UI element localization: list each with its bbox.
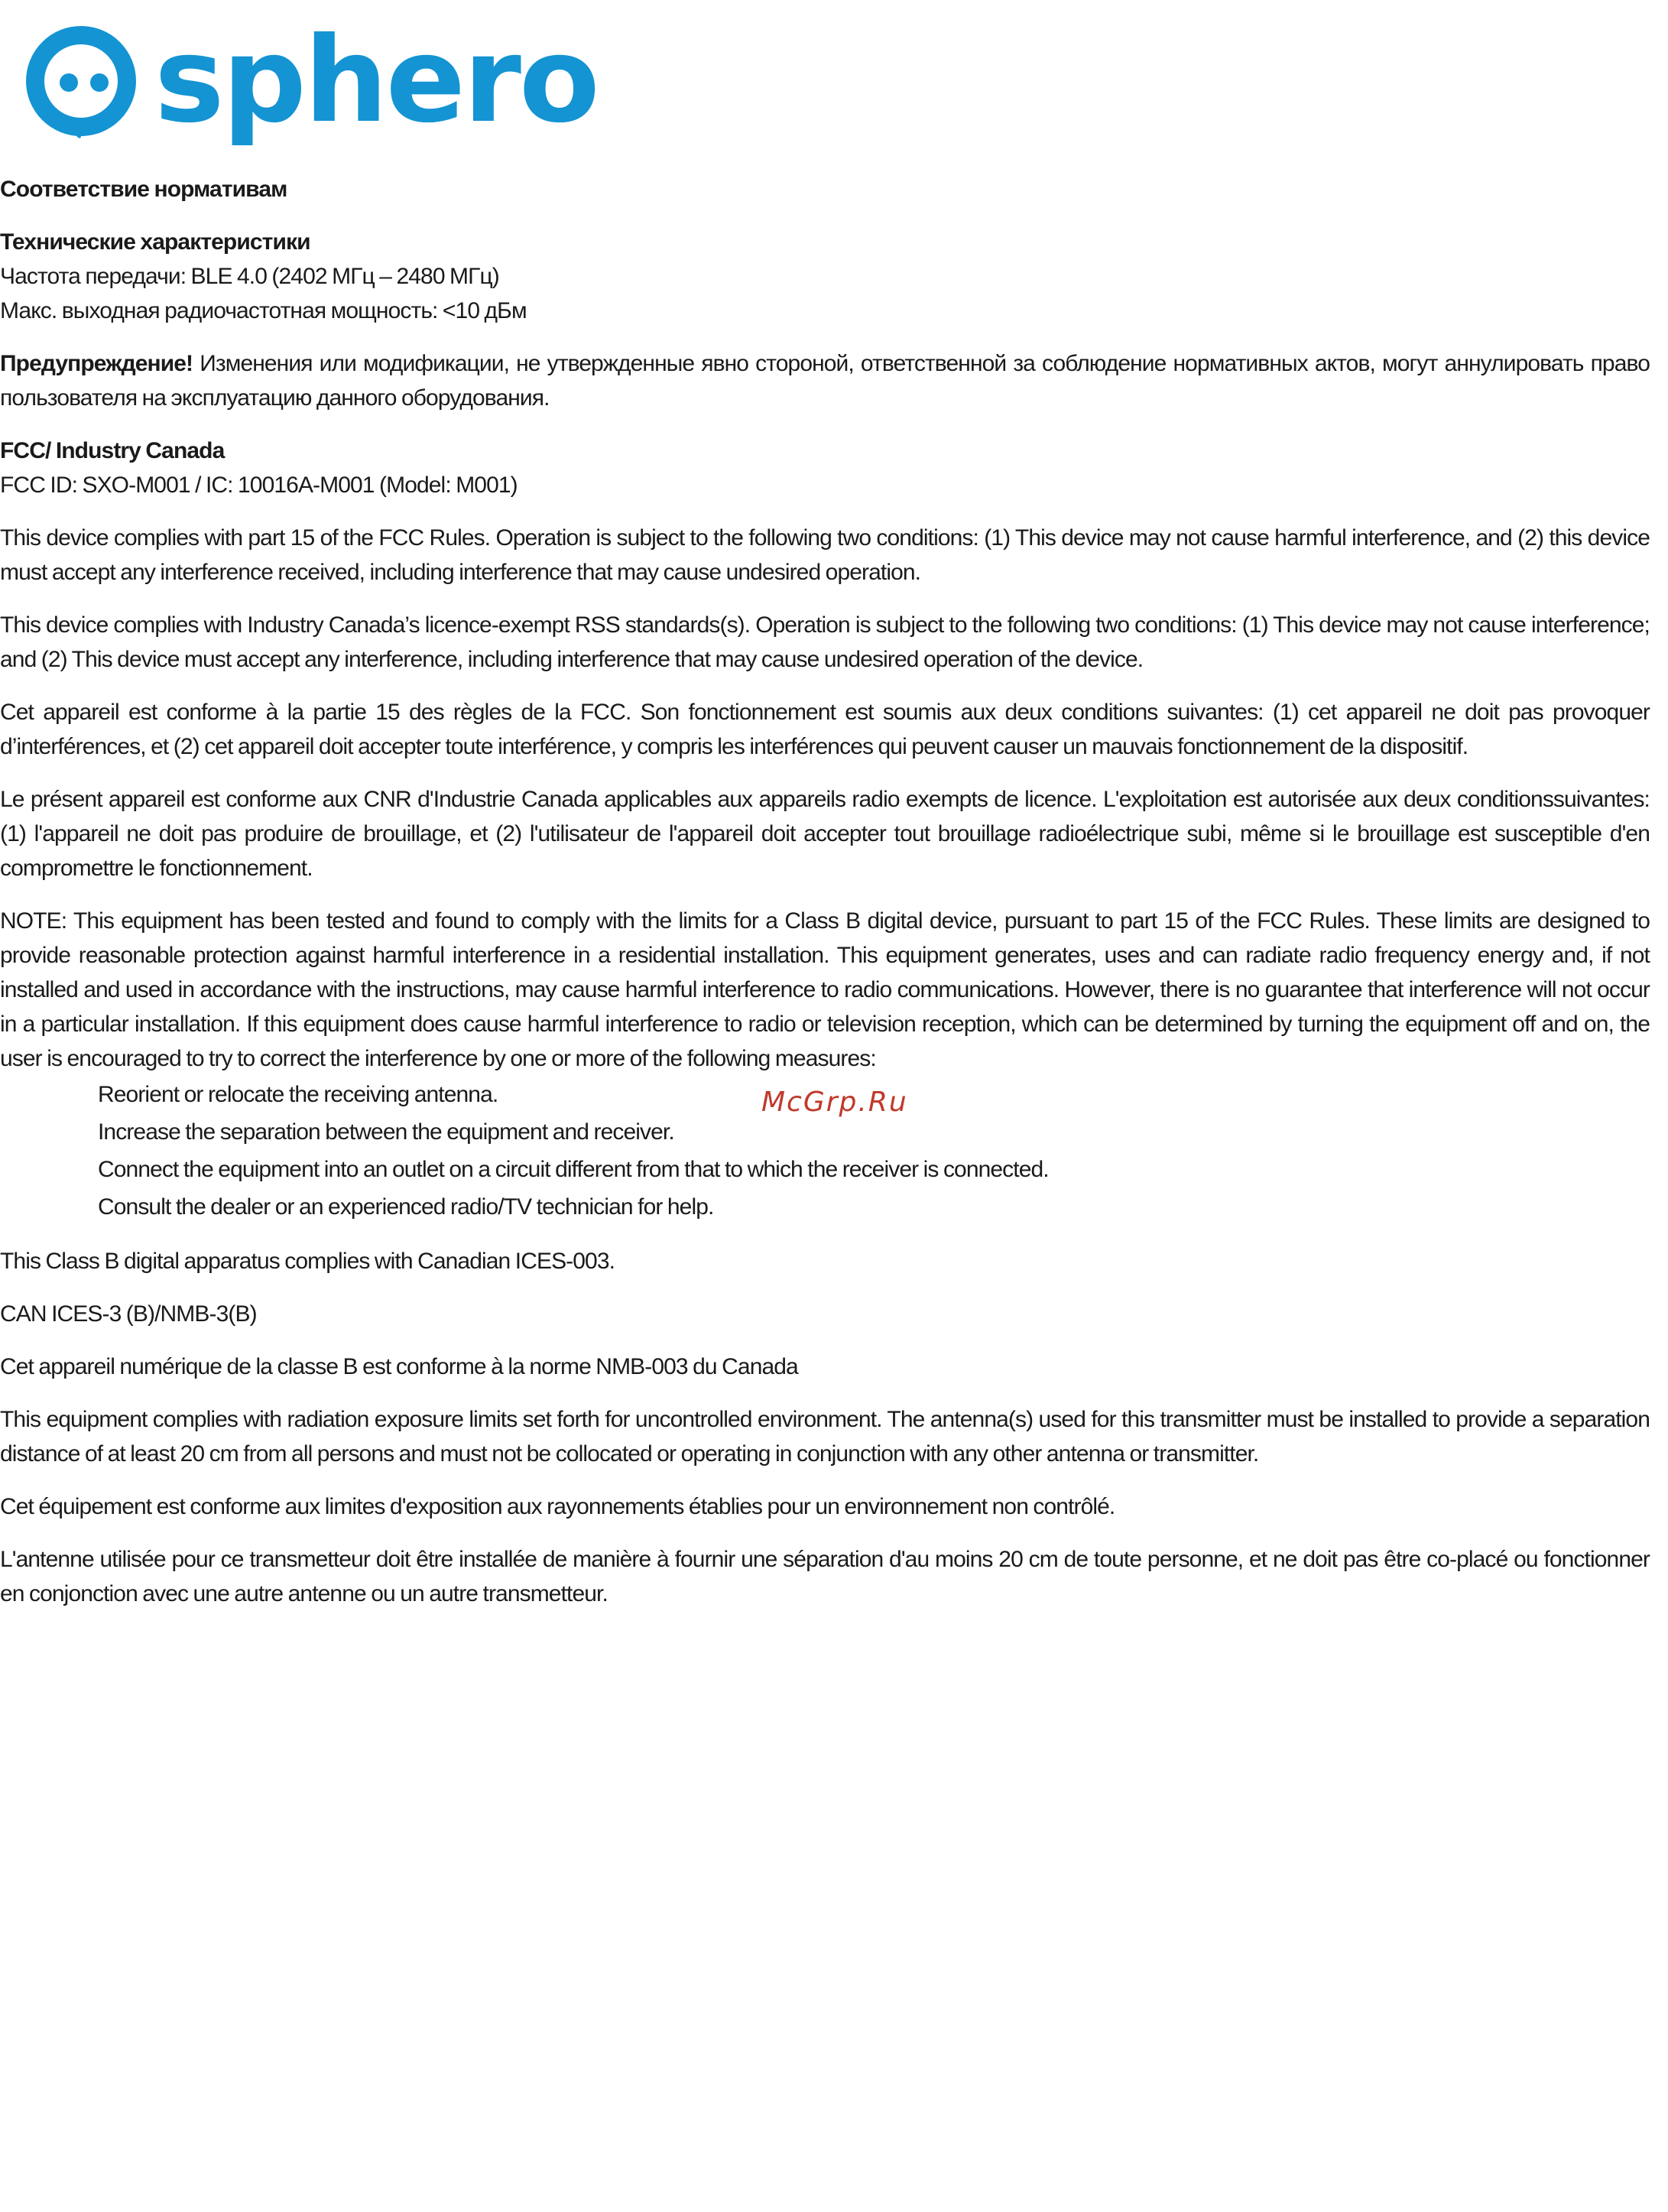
list-item: Increase the separation between the equipment and receiver. xyxy=(98,1119,674,1145)
ices-paragraph: This Class B digital apparatus complies with Canadian ICES-003. xyxy=(0,1249,615,1274)
fcc-part15-paragraph: This device complies with part 15 of the FCC Rules. Operation is subject to the following two conditions: (1) This device may not cause harmful interference, and (2) this device must accept any interference received, including interference that may cause undesired operation. xyxy=(0,525,1650,585)
fr-antenna-paragraph: L'antenne utilisée pour ce transmetteur doit être installée de manière à fournir une séparation d'au moins 20 cm de toute personne, et ne doit pas être co-placé ou fonctionner en conjonction avec une autre antenne ou un autre transmetteur. xyxy=(0,1547,1650,1606)
fr-radiation-paragraph: Cet équipement est conforme aux limites d'exposition aux rayonnements établies pour un environnement non contrôlé. xyxy=(0,1494,1115,1519)
fr-nmb-paragraph: Cet appareil numérique de la classe B est conforme à la norme NMB-003 du Canada xyxy=(0,1354,798,1379)
fr-cnr-paragraph: Le présent appareil est conforme aux CNR d'Industrie Canada applicables aux appareils radio exempts de licence. L'exploitation est autorisée aux deux conditionssuivantes: (1) l'appareil ne doit pas produire de brouillage, et (2) l'utilisateur de l'appareil doit accepter tout brouillage radioélectrique subi, même si le brouillage est susceptible d'en compromettre le fonctionnement. xyxy=(0,787,1650,881)
logo-wordmark: sphero xyxy=(154,12,598,149)
list-item: Consult the dealer or an experienced radio/TV technician for help. xyxy=(98,1194,714,1220)
ic-rss-paragraph: This device complies with Industry Canada’s licence-exempt RSS standards(s). Operation is subject to the following two conditions: (1) This device may not cause interference; and (2) This device must accept any interference, including interference that may cause undesired operation of the device. xyxy=(0,612,1650,672)
page-heading: Соответствие нормативам xyxy=(0,177,287,202)
warning-paragraph xyxy=(0,346,1650,415)
specs-title: Технические характеристики xyxy=(0,229,310,255)
can-ices-paragraph: CAN ICES-3 (B)/NMB-3(B) xyxy=(0,1301,257,1327)
fcc-id-line: FCC ID: SXO-M001 / IC: 10016A-M001 (Model: M001) xyxy=(0,473,518,498)
list-item: Reorient or relocate the receiving antenna. xyxy=(98,1082,498,1107)
warning-label: Предупреждение! xyxy=(0,351,193,376)
fcc-section xyxy=(0,434,1650,502)
list-item: Connect the equipment into an outlet on a circuit different from that to which the receiver is connected. xyxy=(98,1157,1049,1182)
specs-frequency: Частота передачи: BLE 4.0 (2402 МГц – 2480 МГц) xyxy=(0,264,499,289)
sphero-face-icon xyxy=(24,23,139,141)
sphero-logo xyxy=(24,12,598,149)
document-body xyxy=(0,172,1650,1629)
radiation-paragraph: This equipment complies with radiation exposure limits set forth for uncontrolled environment. The antenna(s) used for this transmitter must be installed to provide a separation distance of at least 20 cm from all persons and must not be collocated or operating in conjunction with any other antenna or transmitter. xyxy=(0,1407,1650,1467)
specs-power: Макс. выходная радиочастотная мощность: <10 дБм xyxy=(0,298,527,323)
fcc-title: FCC/ Industry Canada xyxy=(0,438,225,463)
watermark: McGrp.Ru xyxy=(761,1087,908,1118)
warning-text: Изменения или модификации, не утвержденные явно стороной, ответственной за соблюдение нормативных актов, могут аннулировать право пользователя на эксплуатацию данного оборудования. xyxy=(0,351,1650,411)
fr-fcc-paragraph: Cet appareil est conforme à la partie 15 des règles de la FCC. Son fonctionnement est soumis aux deux conditions suivantes: (1) cet appareil ne doit pas provoquer d’interférences, et (2) cet appareil doit accepter toute interférence, y compris les interférences qui peuvent causer un mauvais fonctionnement de la dispositif. xyxy=(0,700,1650,759)
note-paragraph: NOTE: This equipment has been tested and found to comply with the limits for a Class B digital device, pursuant to part 15 of the FCC Rules. These limits are designed to provide reasonable protection against harmful interference in a residential installation. This equipment generates, uses and can radiate radio frequency energy and, if not installed and used in accordance with the instructions, may cause harmful interference to radio communications. However, there is no guarantee that interference will not occur in a particular installation. If this equipment does cause harmful interference to radio or television reception, which can be determined by turning the equipment off and on, the user is encouraged to try to correct the interference by one or more of the following measures: xyxy=(0,908,1650,1071)
specs-section xyxy=(0,225,1650,328)
